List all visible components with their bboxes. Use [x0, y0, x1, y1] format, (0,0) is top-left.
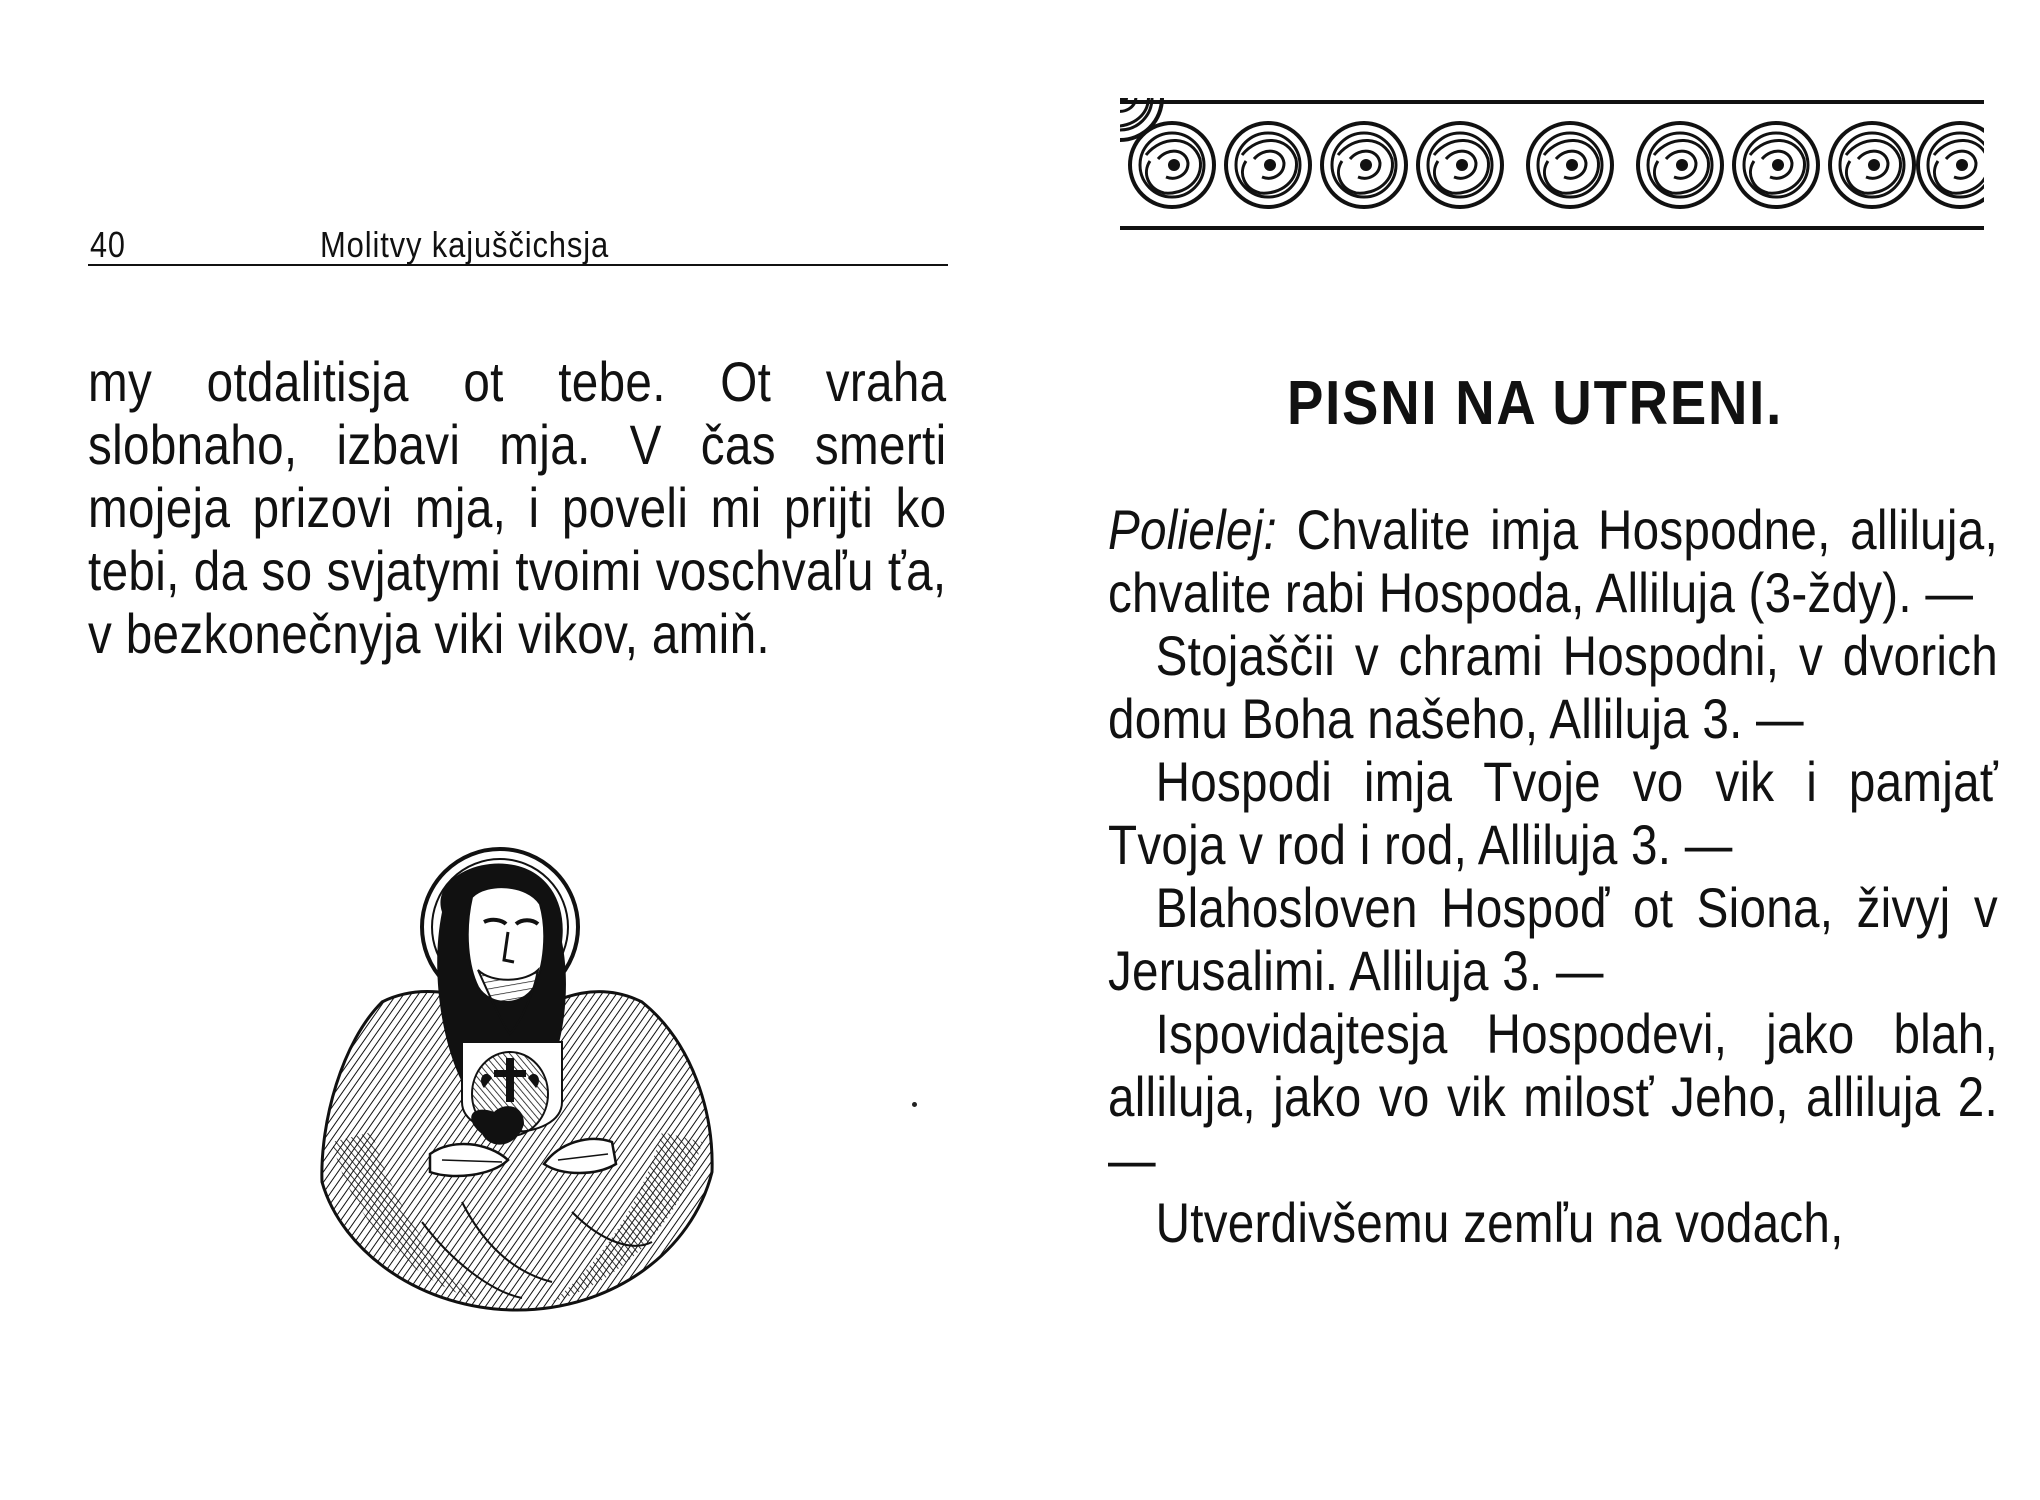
right-body-text [1108, 498, 1998, 1254]
verse-paragraph: Hospodi imja Tvoje vo vik i pamjať Tvoja v rod i rod, Alliluja 3. — [1108, 750, 1998, 876]
section-title: PISNI NA UTRENI. [1286, 369, 1783, 438]
lead-paragraph [1108, 498, 1998, 624]
verse-paragraph: Blahosloven Hospoď ot Siona, živyj v Jerusalimi. Alliluja 3. — [1108, 876, 1998, 1002]
left-page [0, 0, 1000, 1500]
lead-text: Chvalite imja Hospodne, alliluja, chvalite rabi Hospoda, Alliluja (3-ždy). — [1108, 498, 1998, 624]
rose-ornament-band [1120, 98, 1984, 232]
lead-label: Polielej: [1108, 498, 1277, 561]
print-speck [912, 1102, 917, 1107]
sacred-heart-icon [312, 842, 722, 1312]
verse-paragraph: Ispovidajtesja Hospodevi, jako blah, alliluja, jako vo vik milosť Jeho, alliluja 2. — [1108, 1002, 1998, 1191]
rose-border-icon [1120, 98, 1984, 232]
sacred-heart-illustration [312, 842, 722, 1312]
running-title: Molitvy kajuščichsja [320, 224, 610, 265]
page-number: 40 [90, 224, 126, 265]
left-body-text [88, 350, 948, 665]
right-page [1040, 0, 2040, 1500]
left-paragraph: my otdalitisja ot tebe. Ot vraha slobnaho, izbavi mja. V čas smerti mojeja prizovi mja, i poveli mi prijti ko tebi, da so svjatymi tvoimi voschvaľu ťa, v bezkonečnyja viki vikov, amiň. [88, 350, 947, 665]
running-head [88, 224, 948, 266]
verse-paragraph: Utverdivšemu zemľu na vodach, [1155, 1191, 1844, 1254]
verse-paragraph: Stojaščii v chrami Hospodni, v dvorich domu Boha našeho, Alliluja 3. — [1108, 624, 1998, 750]
